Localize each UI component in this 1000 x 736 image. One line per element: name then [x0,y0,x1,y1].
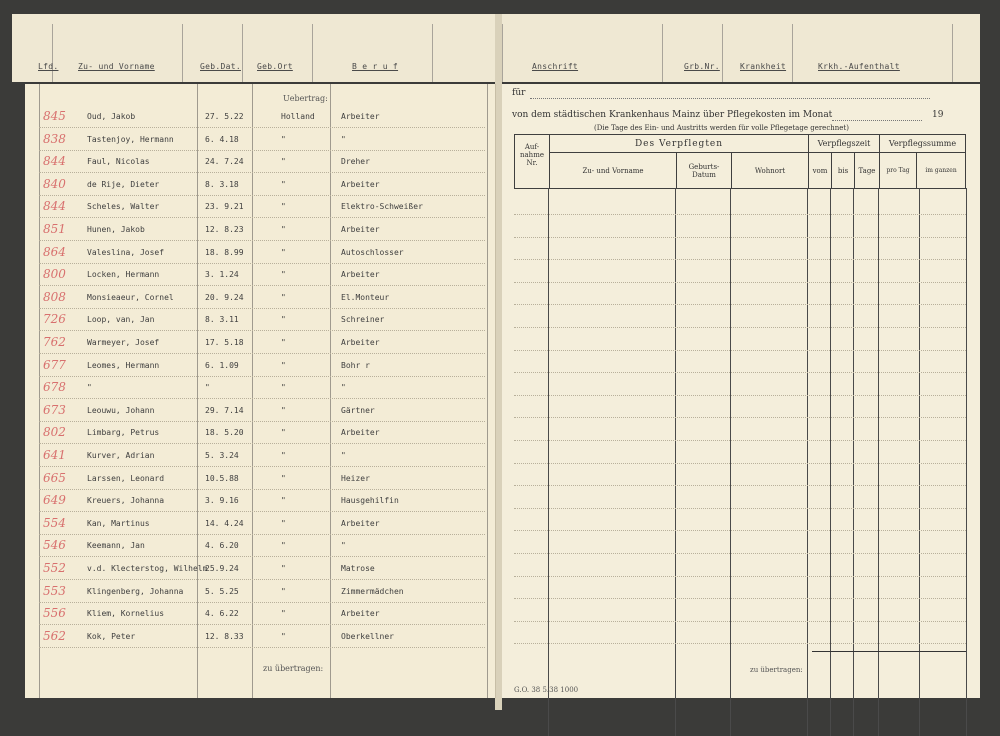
ledger-row [25,129,495,151]
row-place: " [281,383,286,393]
row-dob: 10.5.88 [205,473,239,483]
row-job: Hausgehilfin [341,496,399,506]
row-num: 838 [43,131,66,146]
ledger-row [25,174,495,196]
row-num: 554 [43,515,66,530]
ledger-row [25,106,495,128]
row-place: " [281,202,286,212]
row-dob: 24. 7.24 [205,157,244,167]
row-num: 562 [43,628,66,643]
row-job: Dreher [341,157,370,167]
row-job: " [341,451,346,460]
ledger-row [25,400,495,422]
group-verpflegten: Des Verpflegten [550,135,809,153]
row-place: " [281,631,286,641]
row-place: " [281,315,286,325]
left-ledger-page [25,84,496,698]
row-name: Limbarg, Petrus [87,428,160,438]
col-im-ganzen: im ganzen [917,153,966,189]
ledger-row [25,219,495,241]
row-name: v.d. Klecterstog, Wilhelm [87,564,208,573]
row-dob: 6. 4.18 [205,134,239,144]
row-dob: 4. 6.22 [205,609,239,619]
row-num: 864 [43,244,66,259]
ledger-row [25,377,495,399]
ledger-row [25,355,495,377]
form-print-code: G.O. 38 5.38 1000 [514,686,579,694]
row-name: Tastenjoy, Hermann [87,134,174,144]
row-job: El.Monteur [341,292,390,302]
row-name: Faul, Nicolas [87,157,150,167]
form-title: von dem städtischen Krankenhaus Mainz über Pflegekosten im Monat [512,110,833,120]
col-lfd: Lfd. [38,62,59,71]
row-job: Arbeiter [341,609,380,619]
row-name: Valeslina, Josef [87,247,165,257]
row-name: Kok, Peter [87,631,136,641]
row-dob: 17. 5.18 [205,338,244,347]
row-place: " [281,541,286,551]
row-place: " [281,292,286,302]
ledger-row [25,626,495,648]
row-dob: 14. 4.24 [205,518,244,528]
col-grbnr: Grb.Nr. [684,62,720,71]
row-dob: 3. 9.16 [205,496,239,506]
row-job: Zimmermädchen [341,586,404,596]
row-name: Leouwu, Johann [87,405,155,415]
row-num: 726 [43,312,66,327]
row-num: 677 [43,357,66,372]
row-num: 665 [43,470,66,485]
ledger-row [25,513,495,535]
row-dob: 3. 1.24 [205,270,239,280]
ledger-row [25,242,495,264]
row-dob: 5. 5.25 [205,586,239,596]
row-place: " [281,270,286,280]
row-num: 844 [43,154,66,169]
row-num: 553 [43,583,66,598]
col-tage: Tage [855,153,880,189]
ledger-row [25,558,495,580]
row-num: 673 [43,402,66,417]
row-num: 641 [43,448,66,462]
col-bis: bis [832,153,855,189]
row-dob: 23. 9.21 [205,202,244,212]
row-place: " [281,473,286,483]
row-job: Arbeiter [341,225,380,234]
right-form-page [502,84,980,698]
row-num: 844 [43,199,66,214]
row-name: de Rije, Dieter [87,179,160,189]
row-name: Loop, van, Jan [87,315,155,325]
row-dob: 29. 7.14 [205,405,244,415]
col-krkh-aufenthalt: Krkh.-Aufenthalt [818,62,900,71]
col-gebort: Geb.Ort [257,62,293,71]
row-dob: " [205,383,210,393]
form-header-table [514,134,966,189]
row-name: Kurver, Adrian [87,451,155,460]
col-zu-vorname: Zu- und Vorname [550,153,677,189]
row-num: 556 [43,606,66,621]
row-name: " [87,383,92,393]
row-dob: 18. 8.99 [205,247,244,257]
row-dob: 5. 3.24 [205,451,239,460]
col-geburtsdatum: Geburts-Datum [677,153,732,189]
row-place: " [281,518,286,528]
row-dob: 8. 3.11 [205,315,239,325]
row-job: Bohr r [341,360,370,370]
row-name: Kliem, Kornelius [87,609,165,619]
row-job: Arbeiter [341,112,380,121]
row-place: " [281,134,286,144]
row-place: " [281,247,286,257]
row-name: Larssen, Leonard [87,473,165,483]
row-num: 800 [43,267,66,282]
row-place: Holland [281,112,315,121]
fuer-label: für [512,88,526,98]
ledger-row [25,468,495,490]
row-num: 552 [43,561,66,575]
col-anschrift: Anschrift [532,62,579,71]
row-name: Kreuers, Johanna [87,496,165,506]
page-number: 19 [932,110,944,120]
row-name: Locken, Hermann [87,270,160,280]
row-place: " [281,157,286,167]
row-dob: 27. 5.22 [205,112,244,121]
row-place: " [281,496,286,506]
group-verpflegssumme: Verpflegssumme [880,135,966,153]
row-dob: 20. 9.24 [205,292,244,302]
zu-uebertragen-right: zu übertragen: [750,666,803,674]
ledger-row [25,603,495,625]
ledger-row [25,287,495,309]
col-beruf: B e r u f [352,62,399,71]
ledger-row [25,445,495,467]
ledger-row [25,309,495,331]
row-num: 546 [43,538,66,553]
row-dob: 12. 8.33 [205,631,244,641]
row-job: Arbeiter [341,270,380,280]
row-job: " [341,383,346,393]
row-place: " [281,179,286,189]
row-num: 678 [43,380,66,395]
row-job: Elektro-Schweißer [341,202,423,212]
row-place: " [281,360,286,370]
row-place: " [281,405,286,415]
page-fold [495,14,502,710]
row-name: Oud, Jakob [87,112,136,121]
row-dob: 18. 5.20 [205,428,244,438]
row-job: Schreiner [341,315,385,325]
row-name: Keemann, Jan [87,541,145,551]
row-num: 808 [43,289,66,304]
col-aufnahme: Auf-nahme Nr. [515,135,550,189]
row-place: " [281,451,286,460]
row-dob: 8. 3.18 [205,179,239,189]
col-krankheit: Krankheit [740,62,787,71]
row-job: Heizer [341,473,370,483]
row-name: Scheles, Walter [87,202,160,212]
ledger-row [25,535,495,557]
ledger-row [25,581,495,603]
row-job: Autoschlosser [341,247,404,257]
row-job: " [341,134,346,144]
row-num: 840 [43,176,66,191]
row-num: 802 [43,425,66,440]
ledger-row [25,196,495,218]
ledger-row [25,264,495,286]
ledger-row [25,422,495,444]
col-wohnort: Wohnort [732,153,809,189]
col-gebdat: Geb.Dat. [200,62,241,71]
row-place: " [281,428,286,438]
uebertrag-label: Uebertrag: [283,94,328,103]
col-pro-tag: pro Tag [880,153,917,189]
ledger-row [25,332,495,354]
col-vom: vom [809,153,832,189]
ledger-row [25,490,495,512]
row-job: " [341,541,346,551]
row-job: Arbeiter [341,179,380,189]
row-num: 649 [43,493,66,508]
row-name: Leomes, Hermann [87,360,160,370]
row-job: Arbeiter [341,518,380,528]
row-dob: 4. 6.20 [205,541,239,551]
row-job: Matrose [341,564,375,573]
row-num: 762 [43,335,66,349]
row-job: Arbeiter [341,428,380,438]
col-name: Zu- und Vorname [78,62,155,71]
row-place: " [281,225,286,234]
row-name: Warmeyer, Josef [87,338,160,347]
row-num: 845 [43,109,66,123]
row-place: " [281,586,286,596]
row-num: 851 [43,222,66,236]
ledger-row [25,151,495,173]
row-dob: 12. 8.23 [205,225,244,234]
row-place: " [281,609,286,619]
group-verpflegszeit: Verpflegszeit [809,135,880,153]
row-place: " [281,564,286,573]
row-job: Gärtner [341,405,375,415]
row-name: Hunen, Jakob [87,225,145,234]
row-dob: 25.9.24 [205,564,239,573]
row-name: Klingenberg, Johanna [87,586,184,596]
row-job: Arbeiter [341,338,380,347]
form-subtitle: (Die Tage des Ein- und Austritts werden für volle Pflegetage gerechnet) [594,124,849,132]
row-name: Kan, Martinus [87,518,150,528]
row-dob: 6. 1.09 [205,360,239,370]
zu-uebertragen-left: zu übertragen: [263,664,324,673]
row-job: Oberkellner [341,631,394,641]
row-name: Monsieaeur, Cornel [87,292,174,302]
row-place: " [281,338,286,347]
